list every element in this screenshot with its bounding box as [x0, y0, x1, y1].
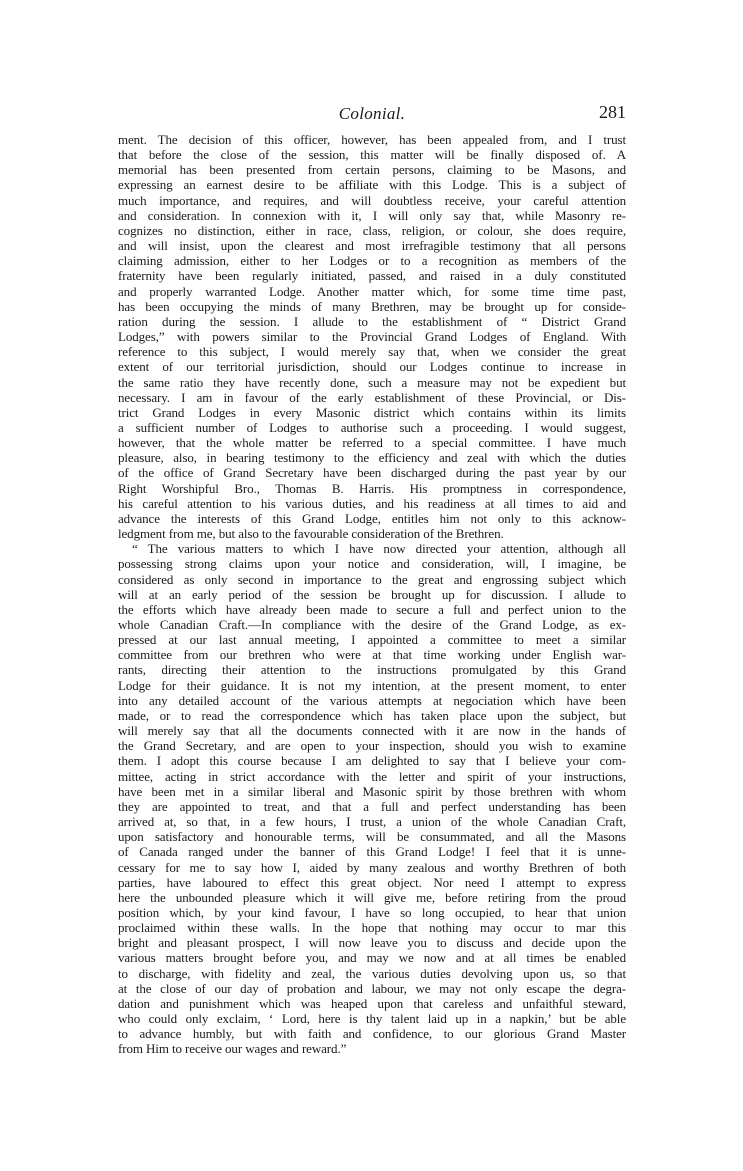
text-line: Lodges,” with powers similar to the Provincial Grand Lodges of England. With — [118, 329, 626, 345]
text-line: the same ratio they have recently done, such a measure may not be expedient but — [118, 374, 626, 390]
text-line: pleasure, also, in bearing testimony to the efficiency and zeal with which the duties — [118, 450, 626, 466]
text-line: to discharge, with fidelity and zeal, the various duties devolving upon us, so that — [118, 965, 626, 981]
text-line: proclaimed within these walls. In the hope that nothing may occur to mar this — [118, 920, 626, 936]
text-line: them. I adopt this course because I am delighted to say that I believe your com- — [118, 753, 626, 769]
text-line: however, that the whole matter be referred to a special committee. I have much — [118, 435, 626, 451]
text-line: and consideration. In connexion with it, I will only say that, while Masonry re- — [118, 207, 626, 223]
text-line: Right Worshipful Bro., Thomas B. Harris. His promptness in correspondence, — [118, 480, 626, 496]
text-line: bright and pleasant prospect, I will now leave you to discuss and decide upon the — [118, 935, 626, 951]
text-line: rants, directing their attention to the instructions promulgated by this Grand — [118, 662, 626, 678]
text-line: whole Canadian Craft.—In compliance with the desire of the Grand Lodge, as ex- — [118, 617, 626, 632]
text-line: parties, have laboured to effect this great object. Nor need I attempt to express — [118, 874, 626, 890]
text-line: trict Grand Lodges in every Masonic district which contains within its limits — [118, 404, 626, 420]
text-line: extent of our territorial jurisdiction, should our Lodges continue to increase in — [118, 359, 626, 375]
page-number: 281 — [599, 102, 626, 122]
text-line: ledgment from me, but also to the favourable consideration of the Brethren. — [118, 526, 504, 542]
text-line: at the close of our day of probation and labour, we may not only escape the degra- — [118, 980, 626, 996]
running-head — [118, 104, 626, 128]
text-line: have been met in a similar liberal and Masonic spirit by those brethren with whom — [118, 783, 626, 799]
text-line: mittee, acting in strict accordance with the letter and spirit of your instructions, — [118, 768, 626, 784]
text-line: committee from our brethren who were at that time working under English war- — [118, 647, 626, 663]
text-line: from Him to receive our wages and reward.” — [118, 1041, 347, 1057]
text-line: cognizes no distinction, either in race, class, religion, or colour, she does require, — [118, 222, 626, 238]
text-line: of the office of Grand Secretary have been discharged during the past year by our — [118, 465, 626, 481]
text-line: ration during the session. I allude to the establishment of “ District Grand — [118, 313, 626, 329]
text-line: reference to this subject, I would merely say that, when we consider the great — [118, 344, 626, 360]
text-line: ment. The decision of this officer, however, has been appealed from, and I trust — [118, 132, 626, 147]
text-line: fraternity have been regularly initiated, passed, and raised in a duly constituted — [118, 268, 626, 284]
text-line: considered as only second in importance to the great and engrossing subject which — [118, 571, 626, 587]
text-line: advance the interests of this Grand Lodge, entitles him not only to this acknow- — [118, 510, 626, 526]
text-line: arrived at, so that, in a few hours, I trust, a union of the whole Canadian Craft, — [118, 814, 626, 830]
text-line: upon satisfactory and honourable terms, will be consummated, and all the Masons — [118, 829, 626, 845]
text-line: dation and punishment which was heaped upon that careless and unfaithful steward, — [118, 995, 626, 1011]
text-line: of Canada ranged under the banner of this Grand Lodge! I feel that it is unne- — [118, 844, 626, 860]
text-line: position which, by your kind favour, I have so long occupied, to hear that union — [118, 904, 626, 920]
text-line: here the unbounded pleasure which it will give me, before retiring from the proud — [118, 889, 626, 905]
text-line: will merely say that all the documents connected with it are now in the hands of — [118, 723, 626, 739]
text-line: who could only exclaim, ‘ Lord, here is thy talent laid up in a napkin,’ but be able — [118, 1011, 626, 1027]
text-line: and will insist, upon the clearest and most irrefragible testimony that all persons — [118, 238, 626, 254]
text-line: and properly warranted Lodge. Another matter which, for some time time past, — [118, 283, 626, 299]
text-line: made, or to read the correspondence which has taken place upon the subject, but — [118, 707, 626, 723]
text-line: his careful attention to his various duties, and his readiness at all times to aid and — [118, 495, 626, 511]
text-line: possessing strong claims upon your notice and consideration, will, I imagine, be — [118, 556, 626, 572]
text-line: expressing an earnest desire to be affiliate with this Lodge. This is a subject of — [118, 177, 626, 193]
text-line: various matters brought before you, and may we now and at all times be enabled — [118, 950, 626, 966]
text-line: Lodge for their guidance. It is not my intention, at the present moment, to enter — [118, 677, 626, 693]
text-line: the efforts which have already been made to secure a full and perfect union to the — [118, 601, 626, 617]
text-line: will at an early period of the session be brought up for discussion. I allude to — [118, 586, 626, 602]
text-line: pressed at our last annual meeting, I appointed a committee to meet a similar — [118, 632, 626, 648]
running-title: Colonial. — [338, 104, 406, 123]
body-text — [118, 132, 626, 1057]
text-line: a sufficient number of Lodges to authorise such a proceeding. I would suggest, — [118, 419, 626, 435]
text-line: into any detailed account of the various attempts at negociation which have been — [118, 692, 626, 708]
text-line: has been occupying the minds of many Brethren, may be brought up for conside- — [118, 298, 626, 314]
text-line: cessary for me to say how I, aided by many zealous and worthy Brethren of both — [118, 859, 626, 875]
text-line: “ The various matters to which I have now directed your attention, although all — [132, 541, 626, 557]
text-line: that before the close of the session, this matter will be finally disposed of. A — [118, 147, 626, 163]
text-line: they are appointed to treat, and that a full and perfect understanding has been — [118, 798, 626, 814]
text-line: necessary. I am in favour of the early establishment of these Provincial, or Dis- — [118, 389, 626, 405]
text-line: claiming admission, either to her Lodges or to a recognition as members of the — [118, 253, 626, 269]
text-line: much importance, and requires, and will doubtless receive, your careful attention — [118, 192, 626, 208]
text-line: the Grand Secretary, and are open to your inspection, should you wish to examine — [118, 738, 626, 754]
text-line: memorial has been presented from certain persons, claiming to be Masons, and — [118, 162, 626, 178]
text-line: to advance humbly, but with faith and confidence, to our glorious Grand Master — [118, 1026, 626, 1042]
